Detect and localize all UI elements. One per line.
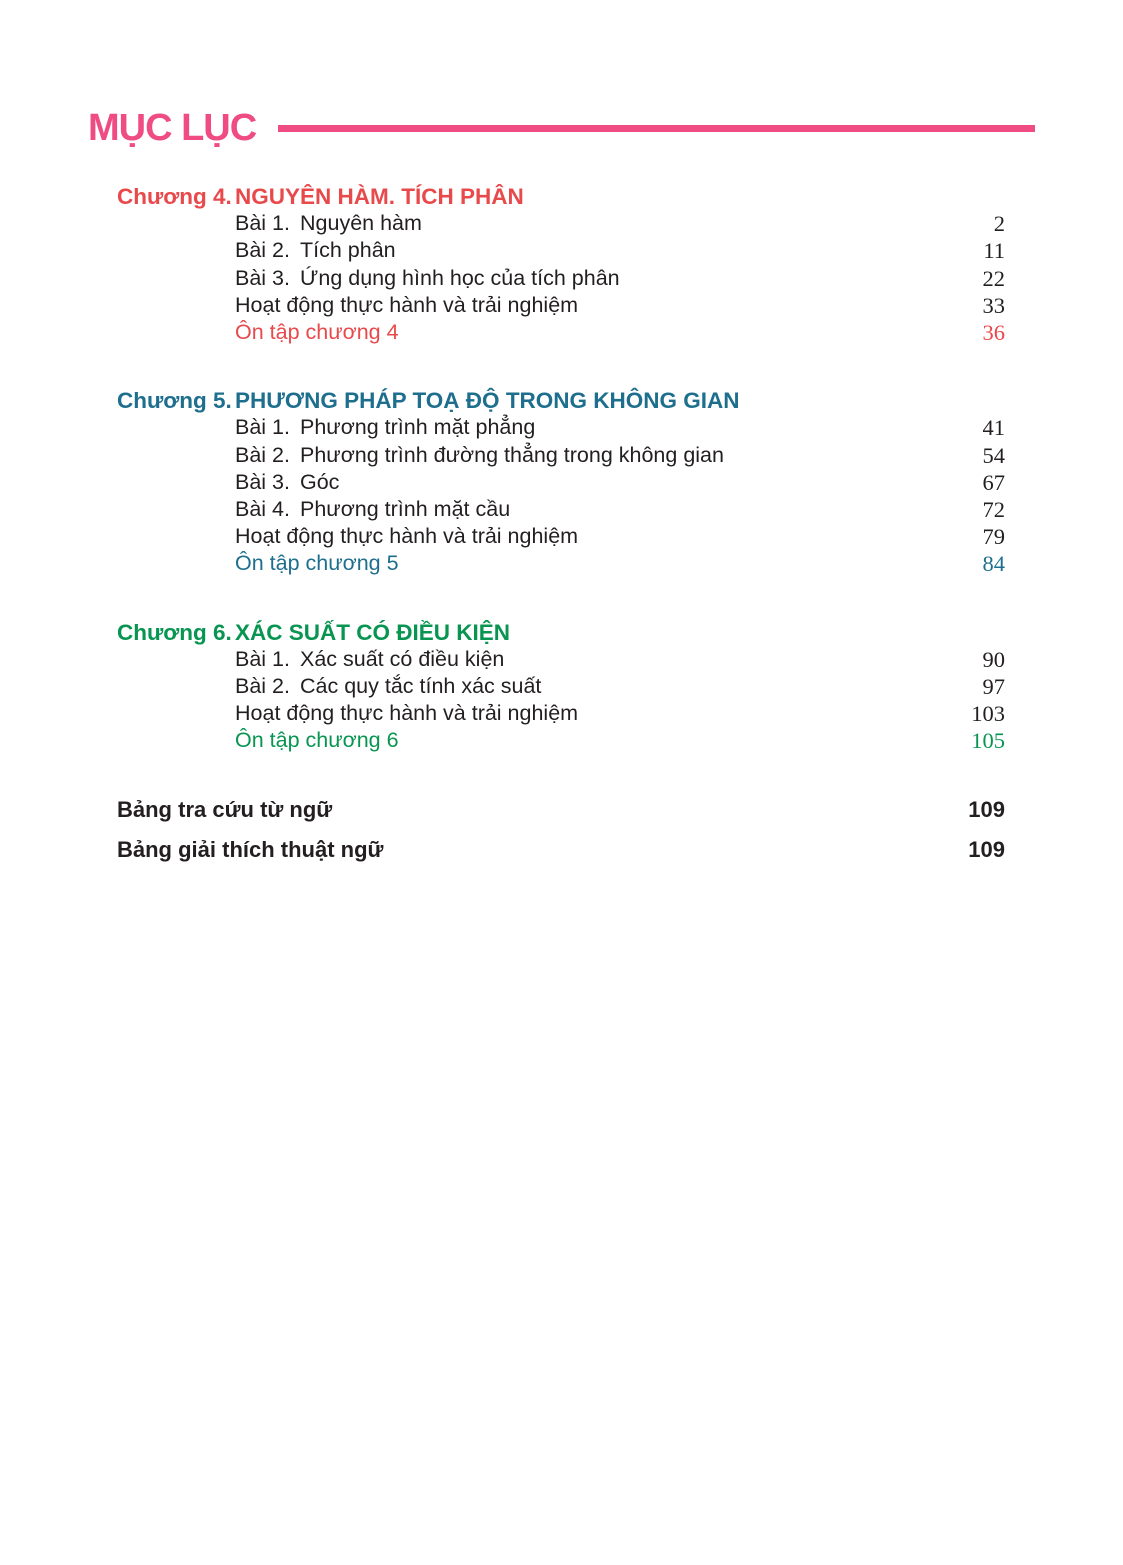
review-title: Ôn tập chương 6 — [235, 728, 399, 753]
lesson-label: Bài 2. — [235, 442, 290, 467]
chapter-6-section — [117, 619, 1005, 755]
lesson-title: Phương trình đường thẳng trong không gian — [300, 442, 724, 467]
lesson-title: Phương trình mặt cầu — [300, 497, 511, 522]
lesson-label: Bài 3. — [235, 469, 290, 494]
chapter-label: Chương 4. — [117, 184, 232, 209]
chapter-5-section — [117, 387, 1005, 577]
toc-entry — [235, 700, 1005, 727]
toc-entry — [235, 523, 1005, 550]
lesson-title: Góc — [300, 469, 340, 494]
toc-entry — [235, 414, 1005, 441]
chapter-title: NGUYÊN HÀM. TÍCH PHÂN — [235, 184, 524, 209]
page-number: 36 — [982, 320, 1005, 346]
activity-title: Hoạt động thực hành và trải nghiệm — [235, 524, 579, 549]
chapter-4-section — [117, 183, 1005, 346]
toc-entry — [235, 673, 1005, 700]
toc-entry — [235, 469, 1005, 496]
toc-header — [88, 106, 1035, 150]
lesson-title: Nguyên hàm — [300, 211, 422, 236]
review-title: Ôn tập chương 4 — [235, 320, 399, 345]
chapter-label: Chương 5. — [117, 388, 232, 414]
page-number: 41 — [982, 415, 1005, 441]
title-rule — [278, 125, 1035, 132]
lesson-title: Ứng dụng hình học của tích phân — [300, 265, 620, 290]
toc-entry — [235, 496, 1005, 523]
activity-title: Hoạt động thực hành và trải nghiệm — [235, 292, 579, 317]
lesson-label: Bài 2. — [235, 674, 290, 699]
page-number: 109 — [968, 836, 1005, 862]
footer-entries — [117, 796, 1005, 863]
page-number: 33 — [982, 292, 1005, 318]
review-title: Ôn tập chương 5 — [235, 551, 399, 576]
lesson-label: Bài 1. — [235, 415, 290, 440]
toc-entry — [235, 237, 1005, 264]
lesson-title: Xác suất có điều kiện — [300, 646, 505, 671]
chapter-title: XÁC SUẤT CÓ ĐIỀU KIỆN — [235, 619, 511, 645]
page-number: 79 — [982, 524, 1005, 550]
page-number: 109 — [968, 796, 1005, 822]
lesson-label: Bài 1. — [235, 211, 290, 236]
toc-entry — [235, 646, 1005, 673]
chapter-review-entry — [235, 727, 1005, 754]
lesson-title: Các quy tắc tính xác suất — [300, 674, 542, 699]
chapter-4-heading — [117, 183, 1005, 210]
page-number: 2 — [993, 211, 1005, 237]
activity-title: Hoạt động thực hành và trải nghiệm — [235, 701, 579, 726]
toc-content — [117, 183, 1005, 876]
glossary-index-entry — [117, 796, 1005, 823]
chapter-label: Chương 6. — [117, 619, 232, 645]
page-number: 105 — [971, 728, 1005, 754]
page-number: 84 — [982, 551, 1005, 577]
page-number: 90 — [982, 646, 1005, 672]
lesson-label: Bài 1. — [235, 646, 290, 671]
glossary-explain-entry — [117, 836, 1005, 863]
page-title: MỤC LỤC — [88, 107, 257, 149]
chapter-review-entry — [235, 550, 1005, 577]
chapter-6-heading — [117, 619, 1005, 646]
chapter-title: PHƯƠNG PHÁP TOẠ ĐỘ TRONG KHÔNG GIAN — [235, 388, 740, 414]
toc-entry — [235, 442, 1005, 469]
toc-entry — [235, 210, 1005, 237]
lesson-title: Phương trình mặt phẳng — [300, 415, 536, 440]
chapter-review-entry — [235, 319, 1005, 346]
page-number: 103 — [971, 701, 1005, 727]
page-number: 11 — [983, 238, 1005, 264]
page-number: 67 — [982, 469, 1005, 495]
lesson-label: Bài 4. — [235, 497, 290, 522]
page-number: 54 — [982, 442, 1005, 468]
page-number: 97 — [982, 674, 1005, 700]
lesson-label: Bài 3. — [235, 265, 290, 290]
page-number: 72 — [982, 497, 1005, 523]
page-number: 22 — [982, 265, 1005, 291]
chapter-5-heading — [117, 387, 1005, 414]
toc-entry — [235, 265, 1005, 292]
toc-entry — [235, 292, 1005, 319]
footer-entry-title: Bảng tra cứu từ ngữ — [117, 796, 333, 822]
lesson-label: Bài 2. — [235, 238, 290, 263]
footer-entry-title: Bảng giải thích thuật ngữ — [117, 836, 384, 862]
lesson-title: Tích phân — [300, 238, 396, 263]
